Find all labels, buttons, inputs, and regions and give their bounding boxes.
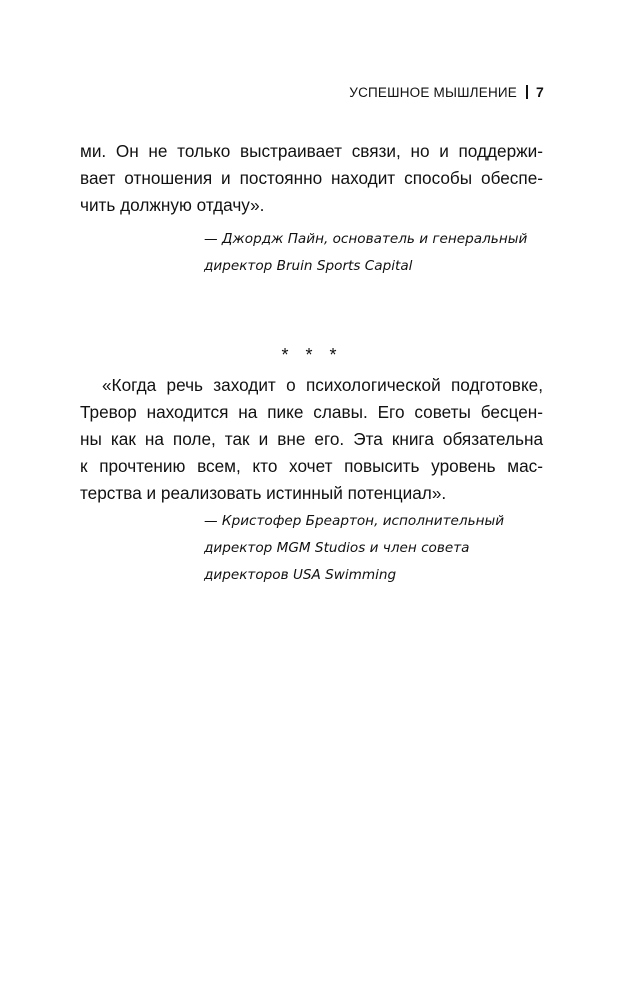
quote1-line: чить должную отдачу».	[80, 195, 265, 215]
running-title: УСПЕШНОЕ МЫШЛЕНИЕ	[349, 84, 517, 100]
quote1-attribution-line: — Джордж Пайн, основатель и генеральный	[204, 231, 528, 247]
page-number: 7	[536, 84, 544, 100]
quote2-line: терства и реализовать истинный потенциал».	[80, 483, 447, 503]
header-separator-bar	[526, 85, 528, 99]
quote1-line: вает отношения и постоянно находит способы обеспе-	[80, 168, 543, 188]
quote2-line: ны как на поле, так и вне его. Эта книга обязательна	[80, 429, 543, 449]
quote2-attribution-line: — Кристофер Бреартон, исполнительный	[204, 513, 505, 529]
section-separator: * * *	[281, 345, 343, 365]
quote2-line: Тревор находится на пике славы. Его советы бесцен-	[80, 402, 543, 422]
quote2-attribution-line: директоров USA Swimming	[204, 567, 397, 583]
quote1-attribution-line: директор Bruin Sports Capital	[204, 258, 413, 274]
running-head	[349, 84, 544, 100]
quote2-line: «Когда речь заходит о психологической подготовке,	[102, 375, 543, 395]
quote2-line: к прочтению всем, кто хочет повысить уровень мас-	[80, 456, 543, 476]
quote2-attribution-line: директор MGM Studios и член совета	[204, 540, 470, 556]
quote1-line: ми. Он не только выстраивает связи, но и поддержи-	[80, 141, 543, 161]
